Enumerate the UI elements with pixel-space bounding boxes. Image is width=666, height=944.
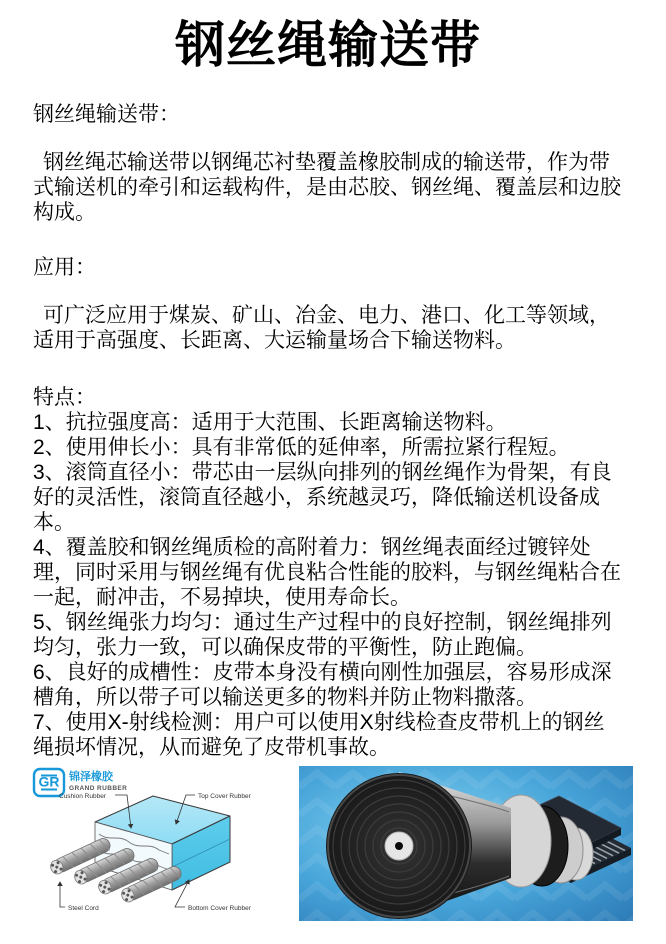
text-column xyxy=(0,14,666,760)
belt-structure-diagram xyxy=(25,766,295,921)
label-bottom-cover-rubber: Bottom Cover Rubber xyxy=(188,905,251,912)
figure-row xyxy=(25,766,666,921)
document-page xyxy=(0,14,666,944)
label-top-cover-rubber: Top Cover Rubber xyxy=(198,793,251,800)
feature-item-1: 1、抗拉强度高：适用于大范围、长距离输送物料。 xyxy=(33,411,507,434)
page-title: 钢丝绳输送带 xyxy=(175,17,481,73)
feature-item-7: 7、使用X-射线检测：用户可以使用X射线检查皮带机上的钢丝绳损坏情况，从而避免了皮带机事故。 xyxy=(33,711,605,759)
logo-company-name-en: GRAND RUBBER xyxy=(69,785,128,792)
label-steel-cord: Steel Cord xyxy=(68,905,99,912)
feature-item-6: 6、良好的成槽性：皮带本身没有横向刚性加强层，容易形成深槽角，所以带子可以输送更多的物料并防止物料撒落。 xyxy=(33,661,612,709)
product-photo-graphic xyxy=(299,766,633,921)
belt-diagram-graphic xyxy=(25,766,295,921)
logo-company-name-cn: 锦泽橡胶 xyxy=(69,771,113,783)
application-heading: 应用： xyxy=(33,256,96,279)
logo-gr-monogram: GR xyxy=(38,773,60,790)
product-photo xyxy=(299,766,633,921)
application-paragraph: 可广泛应用于煤炭、矿山、冶金、电力、港口、化工等领域，适用于高强度、长距离、大运输量场合下输送物料。 xyxy=(33,304,610,352)
label-cushion-rubber: Cushion Rubber xyxy=(59,793,106,800)
grand-rubber-logo xyxy=(34,769,127,796)
features-heading: 特点： xyxy=(33,386,96,409)
feature-item-5: 5、钢丝绳张力均匀：通过生产过程中的良好控制，钢丝绳排列均匀，张力一致，可以确保皮带的平衡性，防止跑偏。 xyxy=(33,611,612,659)
feature-item-4: 4、覆盖胶和钢丝绳质检的高附着力：钢丝绳表面经过镀锌处理，同时采用与钢丝绳有优良粘合性能的胶料，与钢丝绳粘合在一起，耐冲击，不易掉块，使用寿命长。 xyxy=(33,536,621,609)
feature-item-2: 2、使用伸长小：具有非常低的延伸率，所需拉紧行程短。 xyxy=(33,436,570,459)
feature-item-3: 3、滚筒直径小：带芯由一层纵向排列的钢丝绳作为骨架，有良好的灵活性，滚筒直径越小，系统越灵巧，降低输送机设备成本。 xyxy=(33,461,612,534)
intro-heading: 钢丝绳输送带： xyxy=(33,103,180,126)
intro-paragraph: 钢丝绳芯输送带以钢绳芯衬垫覆盖橡胶制成的输送带，作为带式输送机的牵引和运载构件，是由芯胶、钢丝绳、覆盖层和边胶构成。 xyxy=(33,151,621,224)
